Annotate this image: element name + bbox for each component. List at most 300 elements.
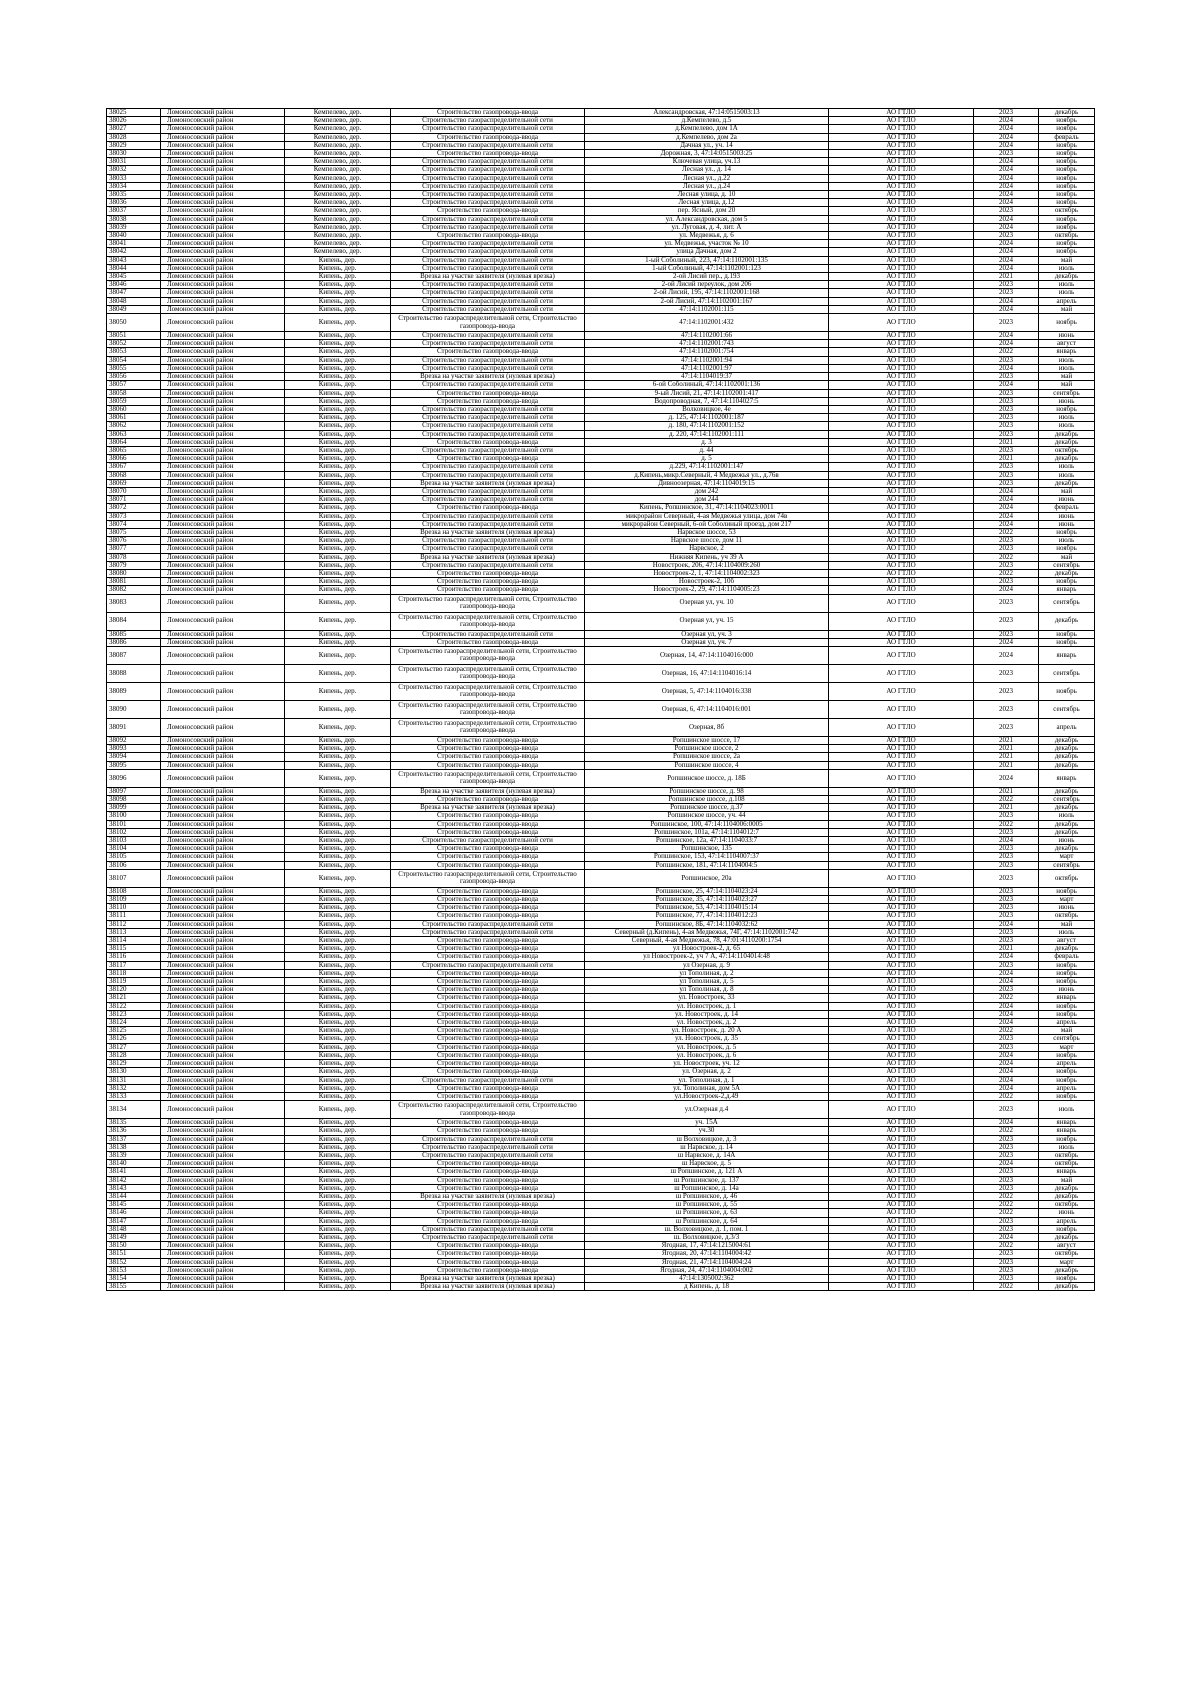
organization-cell: АО ГТЛО xyxy=(829,504,974,512)
address-cell: д. 44 xyxy=(585,446,829,454)
month-cell: ноябрь xyxy=(1039,1076,1095,1084)
work-type-cell: Строительство газораспределительной сети xyxy=(391,928,585,936)
month-cell: ноябрь xyxy=(1039,240,1095,248)
table-row xyxy=(107,141,1095,149)
year-cell: 2024 xyxy=(974,248,1039,256)
address-cell: Ропшинское, 100, 47:14:1104006:0005 xyxy=(585,820,829,828)
district-cell: Ломоносовский район xyxy=(161,1027,285,1035)
row-number: 38081 xyxy=(107,578,161,586)
table-row xyxy=(107,1002,1095,1010)
district-cell: Ломоносовский район xyxy=(161,1209,285,1217)
year-cell: 2023 xyxy=(974,912,1039,920)
address-cell: ул. Медвежья, д. 6 xyxy=(585,232,829,240)
work-type-cell: Строительство газораспределительной сети xyxy=(391,405,585,413)
address-cell: ул. Новостроек, д. 14 xyxy=(585,1010,829,1018)
row-number: 38103 xyxy=(107,837,161,845)
settlement-cell: Кипень, дер. xyxy=(285,796,391,804)
table-row xyxy=(107,174,1095,182)
settlement-cell: Кипень, дер. xyxy=(285,736,391,744)
table-row xyxy=(107,1151,1095,1159)
year-cell: 2022 xyxy=(974,1209,1039,1217)
work-type-cell: Строительство газопровода-ввода xyxy=(391,969,585,977)
row-number: 38139 xyxy=(107,1151,161,1159)
year-cell: 2023 xyxy=(974,682,1039,700)
district-cell: Ломоносовский район xyxy=(161,828,285,836)
organization-cell: АО ГТЛО xyxy=(829,1242,974,1250)
table-row xyxy=(107,904,1095,912)
district-cell: Ломоносовский район xyxy=(161,1084,285,1092)
address-cell: Лесная ул., д.22 xyxy=(585,174,829,182)
table-row xyxy=(107,569,1095,577)
address-cell: ш Нарвское, д. 14А xyxy=(585,1151,829,1159)
row-number: 38132 xyxy=(107,1084,161,1092)
work-type-cell: Строительство газораспределительной сети xyxy=(391,1151,585,1159)
work-type-cell: Строительство газопровода-ввода xyxy=(391,1035,585,1043)
organization-cell: АО ГТЛО xyxy=(829,861,974,869)
row-number: 38116 xyxy=(107,953,161,961)
row-number: 38144 xyxy=(107,1192,161,1200)
settlement-cell: Кипень, дер. xyxy=(285,561,391,569)
work-type-cell: Строительство газораспределительной сети xyxy=(391,340,585,348)
row-number: 38138 xyxy=(107,1143,161,1151)
district-cell: Ломоносовский район xyxy=(161,700,285,718)
work-type-cell: Строительство газопровода-ввода xyxy=(391,1051,585,1059)
settlement-cell: Кипень, дер. xyxy=(285,512,391,520)
address-cell: Ягодная, 24, 47:14:1104004:002 xyxy=(585,1266,829,1274)
table-row xyxy=(107,545,1095,553)
address-cell: ш Ропшинское, д. 46 xyxy=(585,1192,829,1200)
year-cell: 2021 xyxy=(974,455,1039,463)
table-row xyxy=(107,314,1095,332)
row-number: 38055 xyxy=(107,364,161,372)
district-cell: Ломоносовский район xyxy=(161,1127,285,1135)
district-cell: Ломоносовский район xyxy=(161,578,285,586)
address-cell: ул Тополиная, д. 5 xyxy=(585,978,829,986)
row-number: 38148 xyxy=(107,1225,161,1233)
district-cell: Ломоносовский район xyxy=(161,487,285,495)
settlement-cell: Кипень, дер. xyxy=(285,787,391,795)
organization-cell: АО ГТЛО xyxy=(829,289,974,297)
month-cell: февраль xyxy=(1039,133,1095,141)
organization-cell: АО ГТЛО xyxy=(829,1258,974,1266)
month-cell: январь xyxy=(1039,348,1095,356)
work-type-cell: Строительство газопровода-ввода xyxy=(391,887,585,895)
address-cell: Озерная, 16, 47:14:1104016:14 xyxy=(585,664,829,682)
address-cell: Озерная, 5, 47:14:1104016:338 xyxy=(585,682,829,700)
district-cell: Ломоносовский район xyxy=(161,125,285,133)
year-cell: 2022 xyxy=(974,796,1039,804)
settlement-cell: Кипень, дер. xyxy=(285,1160,391,1168)
address-cell: 47:14:1102001:743 xyxy=(585,340,829,348)
year-cell: 2023 xyxy=(974,887,1039,895)
organization-cell: АО ГТЛО xyxy=(829,364,974,372)
address-cell: Ягодная, 17, 47:14:1215004:61 xyxy=(585,1242,829,1250)
table-row xyxy=(107,117,1095,125)
table-row xyxy=(107,887,1095,895)
district-cell: Ломоносовский район xyxy=(161,496,285,504)
work-type-cell: Строительство газораспределительной сети xyxy=(391,446,585,454)
work-type-cell: Строительство газораспределительной сети xyxy=(391,297,585,305)
settlement-cell: Кемпелево, дер. xyxy=(285,191,391,199)
work-type-cell: Строительство газораспределительной сети, Строительство газопровода-ввода xyxy=(391,869,585,887)
row-number: 38041 xyxy=(107,240,161,248)
settlement-cell: Кипень, дер. xyxy=(285,812,391,820)
work-type-cell: Строительство газораспределительной сети xyxy=(391,463,585,471)
table-row xyxy=(107,969,1095,977)
settlement-cell: Кемпелево, дер. xyxy=(285,141,391,149)
settlement-cell: Кипень, дер. xyxy=(285,545,391,553)
work-type-cell: Строительство газопровода-ввода xyxy=(391,397,585,405)
address-cell: Ропшинское, 153, 47:14:1104007:37 xyxy=(585,853,829,861)
work-type-cell: Строительство газопровода-ввода xyxy=(391,133,585,141)
row-number: 38106 xyxy=(107,861,161,869)
address-cell: д. 180, 47:14:1102001:152 xyxy=(585,422,829,430)
organization-cell: АО ГТЛО xyxy=(829,700,974,718)
address-cell: 47:14:1102001:432 xyxy=(585,314,829,332)
district-cell: Ломоносовский район xyxy=(161,837,285,845)
organization-cell: АО ГТЛО xyxy=(829,455,974,463)
settlement-cell: Кемпелево, дер. xyxy=(285,150,391,158)
settlement-cell: Кипень, дер. xyxy=(285,1258,391,1266)
year-cell: 2024 xyxy=(974,158,1039,166)
month-cell: июнь xyxy=(1039,332,1095,340)
month-cell: июль xyxy=(1039,281,1095,289)
year-cell: 2024 xyxy=(974,133,1039,141)
work-type-cell: Строительство газопровода-ввода xyxy=(391,1242,585,1250)
district-cell: Ломоносовский район xyxy=(161,787,285,795)
work-type-cell: Строительство газопровода-ввода xyxy=(391,578,585,586)
address-cell: 1-ый Соболиный, 223, 47:14:1102001:135 xyxy=(585,256,829,264)
row-number: 38122 xyxy=(107,1002,161,1010)
month-cell: май xyxy=(1039,1027,1095,1035)
settlement-cell: Кипень, дер. xyxy=(285,438,391,446)
table-row xyxy=(107,837,1095,845)
address-cell: Озерная ул, уч. 7 xyxy=(585,638,829,646)
work-type-cell: Врезка на участке заявителя (нулевая врезка) xyxy=(391,787,585,795)
district-cell: Ломоносовский район xyxy=(161,1002,285,1010)
row-number: 38076 xyxy=(107,537,161,545)
month-cell: ноябрь xyxy=(1039,969,1095,977)
address-cell: ш Ропшинское, д. 64 xyxy=(585,1217,829,1225)
district-cell: Ломоносовский район xyxy=(161,215,285,223)
address-cell: ул.Озерная д.4 xyxy=(585,1101,829,1119)
address-cell: Нарвское шоссе, 53 xyxy=(585,528,829,536)
table-row xyxy=(107,248,1095,256)
address-cell: Дорожная, 3, 47:14:0515003:25 xyxy=(585,150,829,158)
address-cell: Северный, 4-ая Медвежья, 78, 47:01:4110200:1754 xyxy=(585,937,829,945)
work-type-cell: Строительство газопровода-ввода xyxy=(391,150,585,158)
work-type-cell: Строительство газораспределительной сети xyxy=(391,1143,585,1151)
settlement-cell: Кемпелево, дер. xyxy=(285,117,391,125)
month-cell: апрель xyxy=(1039,718,1095,736)
address-cell: 2-ой Лисий, 47:14:1102001:167 xyxy=(585,297,829,305)
row-number: 38095 xyxy=(107,761,161,769)
address-cell: Лесная улица, д. 10 xyxy=(585,191,829,199)
work-type-cell: Строительство газопровода-ввода xyxy=(391,438,585,446)
settlement-cell: Кипень, дер. xyxy=(285,718,391,736)
month-cell: апрель xyxy=(1039,1019,1095,1027)
district-cell: Ломоносовский район xyxy=(161,248,285,256)
settlement-cell: Кипень, дер. xyxy=(285,528,391,536)
district-cell: Ломоносовский район xyxy=(161,896,285,904)
settlement-cell: Кипень, дер. xyxy=(285,969,391,977)
district-cell: Ломоносовский район xyxy=(161,804,285,812)
district-cell: Ломоносовский район xyxy=(161,1283,285,1291)
year-cell: 2024 xyxy=(974,223,1039,231)
address-cell: 47:14:1102001:66 xyxy=(585,332,829,340)
year-cell: 2022 xyxy=(974,528,1039,536)
year-cell: 2024 xyxy=(974,305,1039,313)
row-number: 38100 xyxy=(107,812,161,820)
table-row xyxy=(107,256,1095,264)
organization-cell: АО ГТЛО xyxy=(829,273,974,281)
month-cell: февраль xyxy=(1039,504,1095,512)
settlement-cell: Кипень, дер. xyxy=(285,887,391,895)
work-type-cell: Строительство газопровода-ввода xyxy=(391,389,585,397)
district-cell: Ломоносовский район xyxy=(161,1076,285,1084)
organization-cell: АО ГТЛО xyxy=(829,389,974,397)
work-type-cell: Строительство газопровода-ввода xyxy=(391,109,585,117)
month-cell: ноябрь xyxy=(1039,248,1095,256)
table-row xyxy=(107,520,1095,528)
year-cell: 2024 xyxy=(974,240,1039,248)
row-number: 38109 xyxy=(107,896,161,904)
row-number: 38066 xyxy=(107,455,161,463)
district-cell: Ломоносовский район xyxy=(161,937,285,945)
settlement-cell: Кипень, дер. xyxy=(285,986,391,994)
year-cell: 2024 xyxy=(974,953,1039,961)
address-cell: Ропшинское, 101а, 47:14:1104012:7 xyxy=(585,828,829,836)
address-cell: ул. Новостроек, д. 20 А xyxy=(585,1027,829,1035)
settlement-cell: Кипень, дер. xyxy=(285,430,391,438)
address-cell: Александровская, 47:14:0515003:13 xyxy=(585,109,829,117)
district-cell: Ломоносовский район xyxy=(161,1225,285,1233)
month-cell: октябрь xyxy=(1039,912,1095,920)
organization-cell: АО ГТЛО xyxy=(829,1135,974,1143)
row-number: 38087 xyxy=(107,646,161,664)
district-cell: Ломоносовский район xyxy=(161,174,285,182)
year-cell: 2023 xyxy=(974,1176,1039,1184)
table-row xyxy=(107,630,1095,638)
organization-cell: АО ГТЛО xyxy=(829,496,974,504)
row-number: 38115 xyxy=(107,945,161,953)
work-type-cell: Строительство газопровода-ввода xyxy=(391,978,585,986)
settlement-cell: Кипень, дер. xyxy=(285,837,391,845)
month-cell: декабрь xyxy=(1039,455,1095,463)
organization-cell: АО ГТЛО xyxy=(829,1274,974,1282)
work-type-cell: Строительство газораспределительной сети, Строительство газопровода-ввода xyxy=(391,314,585,332)
row-number: 38104 xyxy=(107,845,161,853)
month-cell: ноябрь xyxy=(1039,887,1095,895)
district-cell: Ломоносовский район xyxy=(161,158,285,166)
row-number: 38078 xyxy=(107,553,161,561)
month-cell: июль xyxy=(1039,264,1095,272)
table-row xyxy=(107,861,1095,869)
district-cell: Ломоносовский район xyxy=(161,904,285,912)
work-type-cell: Строительство газопровода-ввода xyxy=(391,845,585,853)
row-number: 38083 xyxy=(107,594,161,612)
table-row xyxy=(107,1168,1095,1176)
month-cell: ноябрь xyxy=(1039,215,1095,223)
organization-cell: АО ГТЛО xyxy=(829,682,974,700)
year-cell: 2024 xyxy=(974,340,1039,348)
settlement-cell: Кипень, дер. xyxy=(285,1184,391,1192)
settlement-cell: Кипень, дер. xyxy=(285,1084,391,1092)
month-cell: июль xyxy=(1039,364,1095,372)
address-cell: Ропшинское шоссе, уч. 44 xyxy=(585,812,829,820)
district-cell: Ломоносовский район xyxy=(161,166,285,174)
district-cell: Ломоносовский район xyxy=(161,1151,285,1159)
row-number: 38125 xyxy=(107,1027,161,1035)
settlement-cell: Кемпелево, дер. xyxy=(285,207,391,215)
table-row xyxy=(107,1143,1095,1151)
address-cell: д Кипень, д. 18 xyxy=(585,1283,829,1291)
row-number: 38025 xyxy=(107,109,161,117)
month-cell: июль xyxy=(1039,537,1095,545)
year-cell: 2024 xyxy=(974,920,1039,928)
year-cell: 2023 xyxy=(974,422,1039,430)
organization-cell: АО ГТЛО xyxy=(829,928,974,936)
organization-cell: АО ГТЛО xyxy=(829,397,974,405)
work-type-cell: Строительство газораспределительной сети xyxy=(391,364,585,372)
organization-cell: АО ГТЛО xyxy=(829,1209,974,1217)
settlement-cell: Кипень, дер. xyxy=(285,1027,391,1035)
month-cell: ноябрь xyxy=(1039,961,1095,969)
month-cell: август xyxy=(1039,937,1095,945)
table-row xyxy=(107,305,1095,313)
table-row xyxy=(107,1242,1095,1250)
row-number: 38060 xyxy=(107,405,161,413)
month-cell: февраль xyxy=(1039,953,1095,961)
year-cell: 2023 xyxy=(974,1135,1039,1143)
year-cell: 2023 xyxy=(974,1274,1039,1282)
row-number: 38090 xyxy=(107,700,161,718)
work-type-cell: Строительство газораспределительной сети xyxy=(391,256,585,264)
settlement-cell: Кипень, дер. xyxy=(285,273,391,281)
row-number: 38042 xyxy=(107,248,161,256)
address-cell: Дивноозерная, 47:14:1104019:15 xyxy=(585,479,829,487)
address-cell: ш Ропшинское, д. 63 xyxy=(585,1209,829,1217)
work-type-cell: Строительство газораспределительной сети, Строительство газопровода-ввода xyxy=(391,718,585,736)
settlement-cell: Кипень, дер. xyxy=(285,496,391,504)
work-type-cell: Строительство газораспределительной сети xyxy=(391,471,585,479)
month-cell: декабрь xyxy=(1039,845,1095,853)
year-cell: 2024 xyxy=(974,191,1039,199)
organization-cell: АО ГТЛО xyxy=(829,381,974,389)
organization-cell: АО ГТЛО xyxy=(829,1160,974,1168)
organization-cell: АО ГТЛО xyxy=(829,487,974,495)
district-cell: Ломоносовский район xyxy=(161,332,285,340)
settlement-cell: Кипень, дер. xyxy=(285,504,391,512)
year-cell: 2024 xyxy=(974,174,1039,182)
month-cell: ноябрь xyxy=(1039,1135,1095,1143)
district-cell: Ломоносовский район xyxy=(161,928,285,936)
district-cell: Ломоносовский район xyxy=(161,1135,285,1143)
work-type-cell: Строительство газораспределительной сети xyxy=(391,182,585,190)
month-cell: сентябрь xyxy=(1039,861,1095,869)
month-cell: ноябрь xyxy=(1039,528,1095,536)
organization-cell: АО ГТЛО xyxy=(829,528,974,536)
settlement-cell: Кипень, дер. xyxy=(285,904,391,912)
work-type-cell: Строительство газопровода-ввода xyxy=(391,904,585,912)
settlement-cell: Кипень, дер. xyxy=(285,340,391,348)
work-type-cell: Строительство газораспределительной сети, Строительство газопровода-ввода xyxy=(391,700,585,718)
organization-cell: АО ГТЛО xyxy=(829,141,974,149)
address-cell: 47:14:1305002:362 xyxy=(585,1274,829,1282)
table-row xyxy=(107,191,1095,199)
table-row xyxy=(107,281,1095,289)
month-cell: ноябрь xyxy=(1039,223,1095,231)
district-cell: Ломоносовский район xyxy=(161,861,285,869)
address-cell: ул Тополиная, д. 8 xyxy=(585,986,829,994)
settlement-cell: Кипень, дер. xyxy=(285,569,391,577)
year-cell: 2023 xyxy=(974,1101,1039,1119)
work-type-cell: Строительство газопровода-ввода xyxy=(391,853,585,861)
district-cell: Ломоносовский район xyxy=(161,381,285,389)
settlement-cell: Кипень, дер. xyxy=(285,928,391,936)
organization-cell: АО ГТЛО xyxy=(829,471,974,479)
row-number: 38031 xyxy=(107,158,161,166)
month-cell: июль xyxy=(1039,1143,1095,1151)
year-cell: 2022 xyxy=(974,1283,1039,1291)
month-cell: ноябрь xyxy=(1039,1002,1095,1010)
table-row xyxy=(107,745,1095,753)
table-row xyxy=(107,845,1095,853)
organization-cell: АО ГТЛО xyxy=(829,463,974,471)
work-type-cell: Врезка на участке заявителя (нулевая врезка) xyxy=(391,528,585,536)
address-cell: уч.30 xyxy=(585,1127,829,1135)
work-type-cell: Строительство газопровода-ввода xyxy=(391,761,585,769)
row-number: 38079 xyxy=(107,561,161,569)
district-cell: Ломоносовский район xyxy=(161,945,285,953)
settlement-cell: Кипень, дер. xyxy=(285,553,391,561)
row-number: 38153 xyxy=(107,1266,161,1274)
table-row xyxy=(107,240,1095,248)
year-cell: 2023 xyxy=(974,1217,1039,1225)
year-cell: 2023 xyxy=(974,356,1039,364)
work-type-cell: Строительство газораспределительной сети xyxy=(391,381,585,389)
organization-cell: АО ГТЛО xyxy=(829,537,974,545)
organization-cell: АО ГТЛО xyxy=(829,896,974,904)
year-cell: 2023 xyxy=(974,397,1039,405)
row-number: 38154 xyxy=(107,1274,161,1282)
work-type-cell: Строительство газопровода-ввода xyxy=(391,994,585,1002)
work-type-cell: Строительство газопровода-ввода xyxy=(391,1176,585,1184)
work-type-cell: Строительство газопровода-ввода xyxy=(391,1027,585,1035)
table-row xyxy=(107,158,1095,166)
table-row xyxy=(107,1051,1095,1059)
address-cell: дом 242 xyxy=(585,487,829,495)
table-row xyxy=(107,348,1095,356)
address-cell: д. 5 xyxy=(585,455,829,463)
settlement-cell: Кипень, дер. xyxy=(285,414,391,422)
organization-cell: АО ГТЛО xyxy=(829,207,974,215)
month-cell: июль xyxy=(1039,812,1095,820)
month-cell: декабрь xyxy=(1039,1192,1095,1200)
work-type-cell: Строительство газораспределительной сети, Строительство газопровода-ввода xyxy=(391,769,585,787)
work-type-cell: Строительство газораспределительной сети xyxy=(391,332,585,340)
year-cell: 2022 xyxy=(974,1092,1039,1100)
row-number: 38030 xyxy=(107,150,161,158)
address-cell: ул. Тополиная, д. 1 xyxy=(585,1076,829,1084)
month-cell: январь xyxy=(1039,1119,1095,1127)
organization-cell: АО ГТЛО xyxy=(829,340,974,348)
work-type-cell: Строительство газораспределительной сети xyxy=(391,1076,585,1084)
organization-cell: АО ГТЛО xyxy=(829,978,974,986)
organization-cell: АО ГТЛО xyxy=(829,630,974,638)
address-cell: Лесная ул., д. 14 xyxy=(585,166,829,174)
row-number: 38099 xyxy=(107,804,161,812)
